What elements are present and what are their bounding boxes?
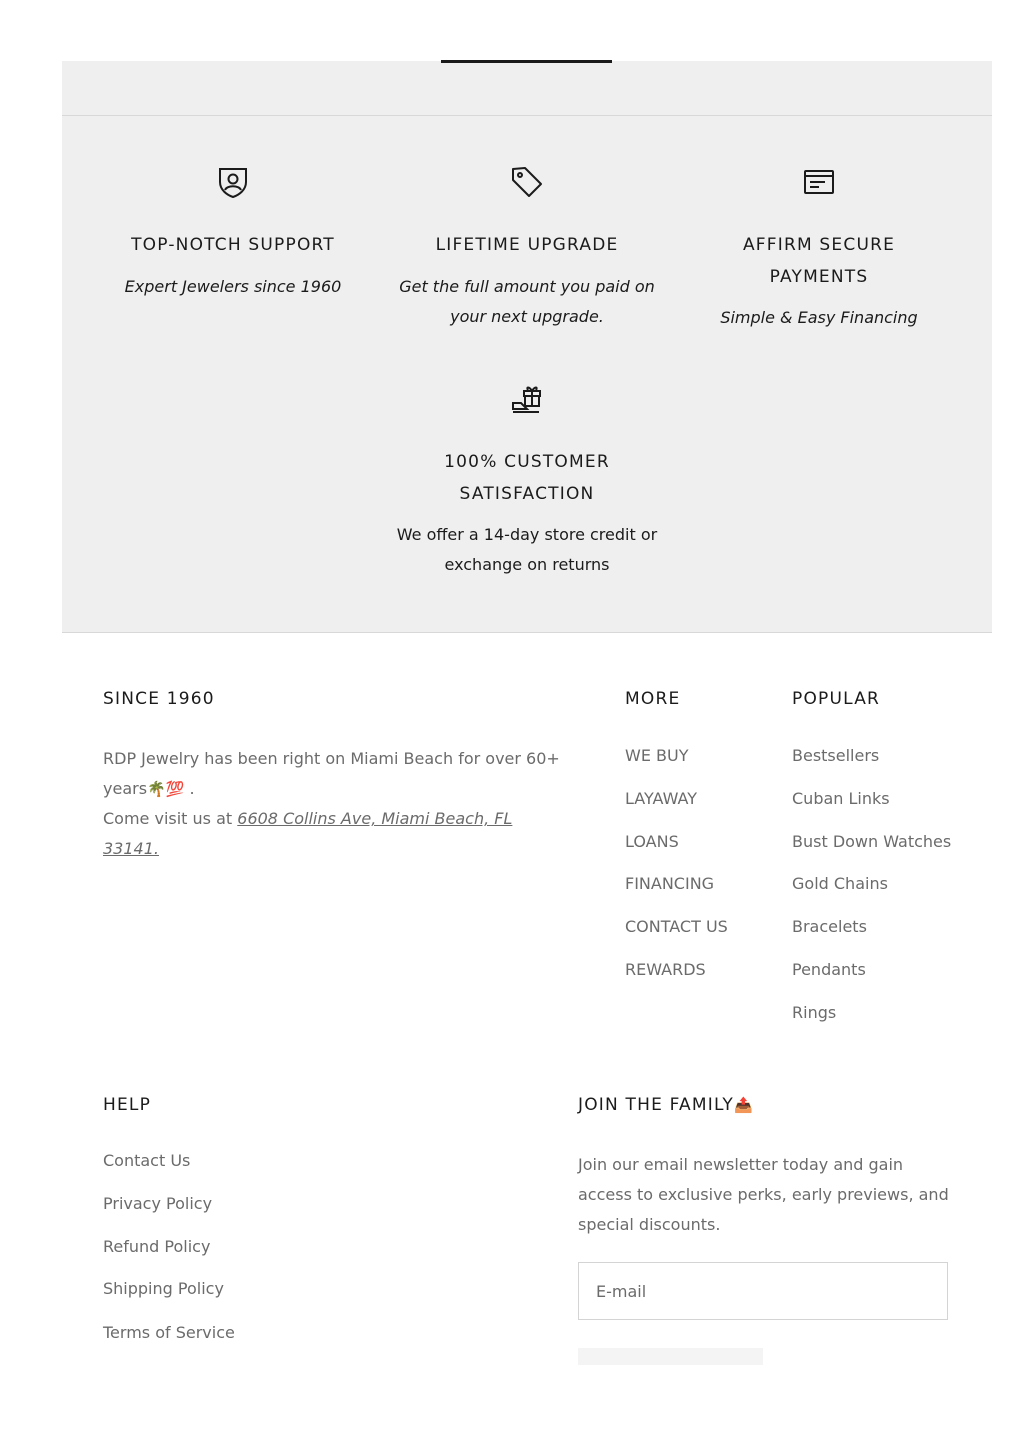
footer-wrapper [62,0,992,1449]
about-line1: RDP Jewelry has been right on Miami Beach for over 60+ [103,749,560,768]
more-link-rewards[interactable]: REWARDS [625,960,706,979]
more-title: MORE [625,689,681,709]
subscribe-button[interactable] [578,1348,763,1365]
help-link-contact-us[interactable]: Contact Us [103,1151,191,1170]
feature-subtitle-line2: exchange on returns [444,555,610,574]
feature-title: LIFETIME UPGRADE [435,235,619,255]
about-visit-prefix: Come visit us at [103,809,238,828]
newsletter-title [578,1095,754,1115]
popular-link-bestsellers[interactable]: Bestsellers [792,746,880,765]
feature-subtitle: Simple & Easy Financing [720,308,918,327]
features-header-band [62,61,992,116]
about-text [103,744,573,864]
popular-title: POPULAR [792,689,881,709]
more-link-financing[interactable]: FINANCING [625,874,715,893]
feature-subtitle-line2: your next upgrade. [450,307,604,326]
more-link-loans[interactable]: LOANS [625,832,679,851]
help-link-privacy-policy[interactable]: Privacy Policy [103,1194,213,1213]
popular-link-cuban-links[interactable]: Cuban Links [792,789,890,808]
popular-link-pendants[interactable]: Pendants [792,960,866,979]
about-title: SINCE 1960 [103,689,215,709]
about-line2 [103,774,573,804]
feature-title-line1: 100% CUSTOMER [444,452,610,472]
popular-link-gold-chains[interactable]: Gold Chains [792,874,888,893]
feature-title-line2: SATISFACTION [459,484,595,504]
about-line2-text: years [103,779,148,798]
tab-indicator [441,60,612,63]
feature-title: TOP-NOTCH SUPPORT [131,235,335,255]
store-address-link[interactable]: 6608 Collins Ave, Miami Beach, FL 33141. [103,809,513,858]
help-link-refund-policy[interactable]: Refund Policy [103,1237,211,1256]
feature-title-line1: AFFIRM SECURE [742,235,896,255]
feature-subtitle-line1: We offer a 14-day store credit or [396,525,658,544]
gift-icon [509,381,545,417]
help-title: HELP [103,1095,152,1115]
outbox-emoji: 📤 [733,1096,754,1114]
feature-satisfaction [377,366,677,586]
feature-subtitle-line1: Get the full amount you paid on [399,277,655,296]
card-icon [801,164,837,200]
feature-payments [689,116,949,336]
more-link-layaway[interactable]: LAYAWAY [625,789,698,808]
feature-title-line2: PAYMENTS [769,267,869,287]
more-link-we-buy[interactable]: WE BUY [625,746,689,765]
help-link-terms-of-service[interactable]: Terms of Service [103,1323,235,1342]
email-input[interactable]: E-mail [578,1262,948,1320]
newsletter-title-text: JOIN THE FAMILY [578,1095,734,1115]
popular-link-bust-down-watches[interactable]: Bust Down Watches [792,832,952,851]
tag-icon [509,164,545,200]
popular-link-bracelets[interactable]: Bracelets [792,917,867,936]
feature-upgrade [392,116,662,336]
popular-link-rings[interactable]: Rings [792,1003,837,1022]
about-line2-end: . [189,779,195,798]
feature-support [103,116,363,316]
shield-user-icon [215,164,251,200]
palm-hundred-emoji: 🌴💯 [147,780,185,798]
features-section [62,116,992,633]
about-line3 [103,804,573,864]
help-link-shipping-policy[interactable]: Shipping Policy [103,1279,224,1298]
feature-subtitle: Expert Jewelers since 1960 [124,277,342,296]
more-link-contact-us[interactable]: CONTACT US [625,917,728,936]
newsletter-description: Join our email newsletter today and gain access to exclusive perks, early previews, and special discounts. [578,1155,949,1234]
